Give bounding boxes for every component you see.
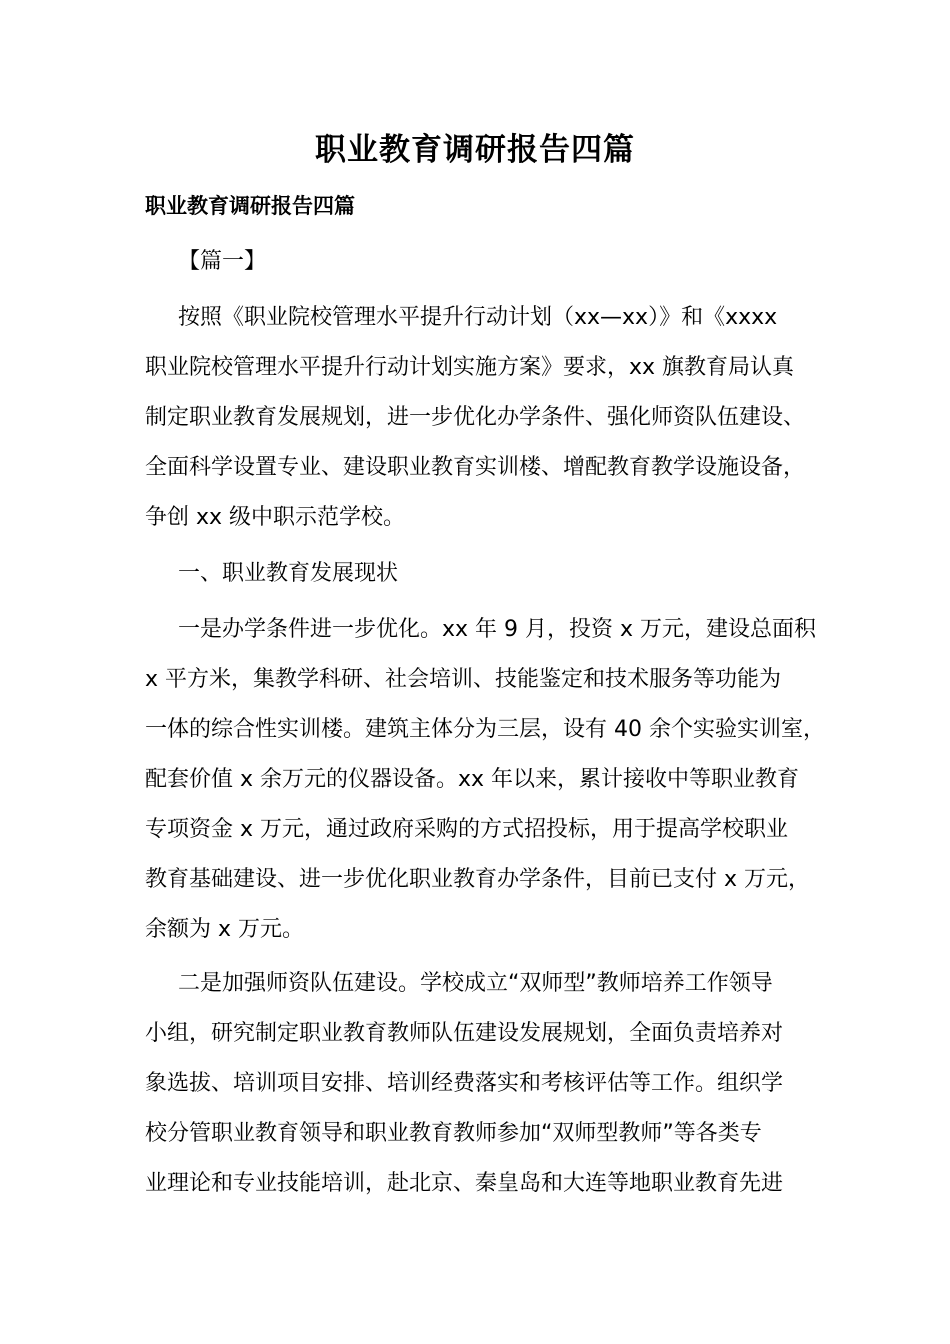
section-heading: 一、职业教育发展现状 xyxy=(178,561,399,586)
paragraph-line: 制定职业教育发展规划，进一步优化办学条件、强化师资队伍建设、 xyxy=(145,405,806,430)
paragraph-line: 全面科学设置专业、建设职业教育实训楼、增配教育教学设施设备， xyxy=(145,455,806,480)
paragraph-line: 二是加强师资队伍建设。学校成立“双师型”教师培养工作领导 xyxy=(178,971,773,996)
paragraph-line: 业理论和专业技能培训，赴北京、秦皇岛和大连等地职业教育先进 xyxy=(145,1171,784,1196)
paragraph-line: 小组，研究制定职业教育教师队伍建设发展规划，全面负责培养对 xyxy=(145,1021,784,1046)
paragraph-line: 专项资金 x 万元，通过政府采购的方式招投标，用于提高学校职业 xyxy=(145,817,789,842)
paragraph-line: 配套价值 x 余万元的仪器设备。xx 年以来，累计接收中等职业教育 xyxy=(145,767,800,792)
document-subtitle: 职业教育调研报告四篇 xyxy=(145,194,355,218)
paragraph-line: 余额为 x 万元。 xyxy=(145,917,305,942)
paragraph-line: 一是办学条件进一步优化。xx 年 9 月，投资 x 万元，建设总面积 xyxy=(178,617,817,642)
paragraph-line: 校分管职业教育领导和职业教育教师参加“双师型教师”等各类专 xyxy=(145,1121,762,1146)
paragraph-line: x 平方米，集教学科研、社会培训、技能鉴定和技术服务等功能为 xyxy=(145,667,782,692)
paragraph-line: 按照《职业院校管理水平提升行动计划（xx—xx）》和《xxxx xyxy=(178,305,778,330)
paragraph-line: 一体的综合性实训楼。建筑主体分为三层，设有 40 余个实验实训室， xyxy=(145,717,825,742)
paragraph-line: 争创 xx 级中职示范学校。 xyxy=(145,505,406,530)
paragraph-line: 象选拔、培训项目安排、培训经费落实和考核评估等工作。组织学 xyxy=(145,1071,784,1096)
section-label: 【篇一】 xyxy=(178,249,267,274)
paragraph-line: 职业院校管理水平提升行动计划实施方案》要求，xx 旗教育局认真 xyxy=(145,355,795,380)
document-title: 职业教育调研报告四篇 xyxy=(315,132,635,168)
paragraph-line: 教育基础建设、进一步优化职业教育办学条件，目前已支付 x 万元， xyxy=(145,867,811,892)
